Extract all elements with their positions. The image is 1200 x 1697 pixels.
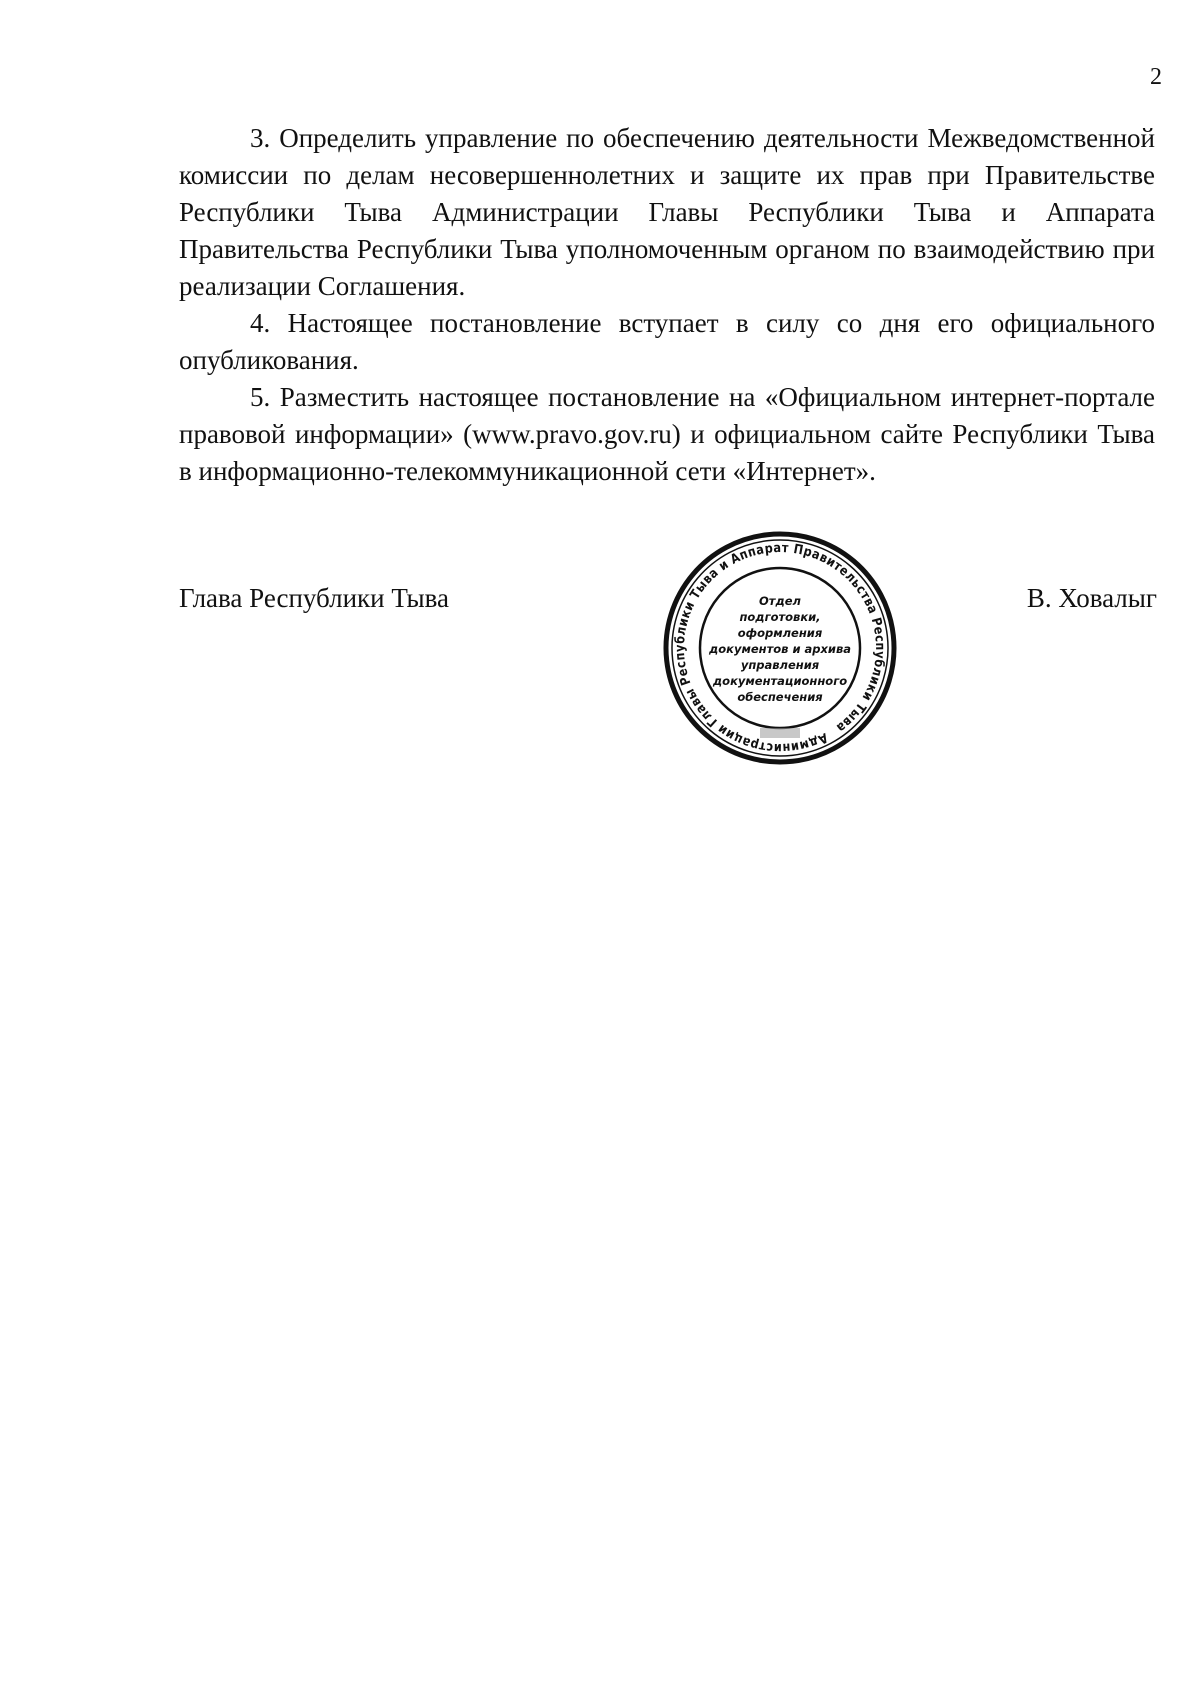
signatory-position: Глава Республики Тыва [179, 583, 450, 613]
seal-ring-text: Администрации Главы Республики Тыва и Аппарат Правительства Республики Тыва [672, 540, 888, 756]
seal-center-line: документационного [712, 674, 848, 688]
paragraph-3: 3. Определить управление по обеспечению деятельности Межведомственной комиссии по делам несовершеннолетних и защите их прав при Правительстве Республики Тыва Администрации Главы Республики Тыва и Аппарата Правительства Республики Тыва уполномоченным органом по взаимодействию при реализации Соглашения. [179, 123, 1155, 301]
seal-center-line: управления [740, 658, 820, 672]
seal-center-line: документов и архива [708, 642, 852, 656]
seal-smudge [760, 728, 800, 738]
signatory-name: В. Ховалыг [1026, 583, 1157, 613]
page-number: 2 [1150, 64, 1162, 90]
seal-graphic [660, 528, 900, 768]
seal-center-line: оформления [737, 626, 823, 640]
seal-center-text [708, 594, 851, 704]
seal-center-line: подготовки, [739, 610, 821, 624]
paragraph-4: 4. Настоящее постановление вступает в силу со дня его официального опубликования. [179, 308, 1155, 375]
seal-center-line: обеспечения [737, 690, 823, 704]
official-seal-stamp [660, 528, 900, 768]
document-body [179, 120, 1155, 490]
paragraph-5: 5. Разместить настоящее постановление на «Официальном интернет-портале правовой информации» (www.pravo.gov.ru) и официальном сайте Республики Тыва в информационно-телекоммуникационной сети «Интернет». [179, 382, 1155, 486]
seal-center-line: Отдел [759, 594, 801, 608]
